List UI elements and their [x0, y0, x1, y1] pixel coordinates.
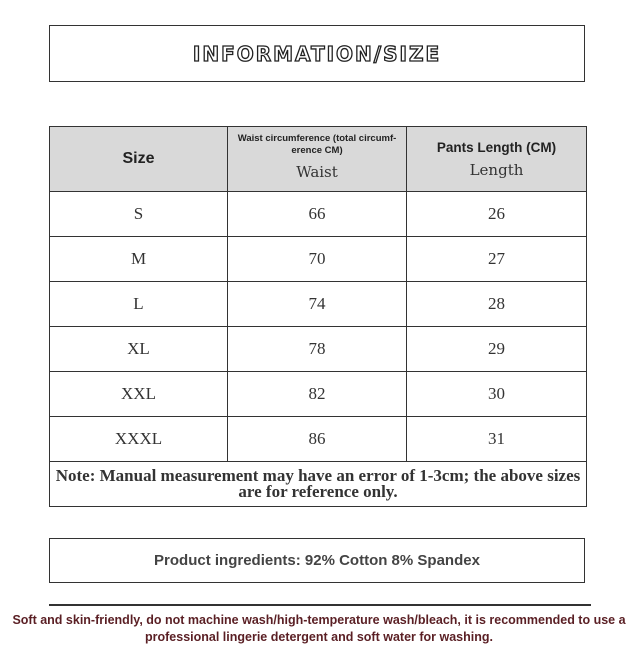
care-instructions: Soft and skin-friendly, do not machine wash/high-temperature wash/bleach, it is recommended to use a professional lingerie detergent and soft water for washing. [12, 613, 626, 644]
cell-length: 30 [407, 372, 587, 417]
size-chart-table [49, 126, 587, 507]
header-length [407, 127, 587, 192]
table-header-row [50, 127, 587, 192]
table-row [50, 327, 587, 372]
page-title: INFORMATION/SIZE [192, 41, 442, 66]
table-row [50, 192, 587, 237]
cell-waist: 74 [228, 282, 407, 327]
ingredients-text: Product ingredients: 92% Cotton 8% Spandex [154, 552, 480, 569]
header-length-title: Pants Length (CM) [436, 139, 557, 155]
cell-length: 31 [407, 417, 587, 462]
title-banner [49, 25, 585, 82]
table-row [50, 237, 587, 282]
cell-size: XXXL [50, 417, 228, 462]
cell-length: 29 [407, 327, 587, 372]
cell-size: L [50, 282, 228, 327]
cell-waist: 82 [228, 372, 407, 417]
cell-waist: 66 [228, 192, 407, 237]
header-waist-label: Waist [296, 163, 338, 181]
cell-waist: 70 [228, 237, 407, 282]
cell-length: 26 [407, 192, 587, 237]
ingredients-box [49, 538, 585, 583]
table-row [50, 417, 587, 462]
cell-size: XL [50, 327, 228, 372]
cell-waist: 86 [228, 417, 407, 462]
cell-length: 27 [407, 237, 587, 282]
header-length-label: Length [469, 160, 524, 179]
divider-line [49, 604, 591, 606]
cell-size: S [50, 192, 228, 237]
measurement-note: Note: Manual measurement may have an error of 1-3cm; the above sizes are for reference only. [50, 462, 587, 507]
cell-size: XXL [50, 372, 228, 417]
table-row [50, 282, 587, 327]
cell-length: 28 [407, 282, 587, 327]
header-waist [228, 127, 407, 192]
note-row [50, 462, 587, 507]
header-waist-description: Waist circumference (total circumf-erence CM) [237, 133, 397, 156]
cell-size: M [50, 237, 228, 282]
cell-waist: 78 [228, 327, 407, 372]
table-row [50, 372, 587, 417]
header-size: Size [50, 127, 228, 192]
